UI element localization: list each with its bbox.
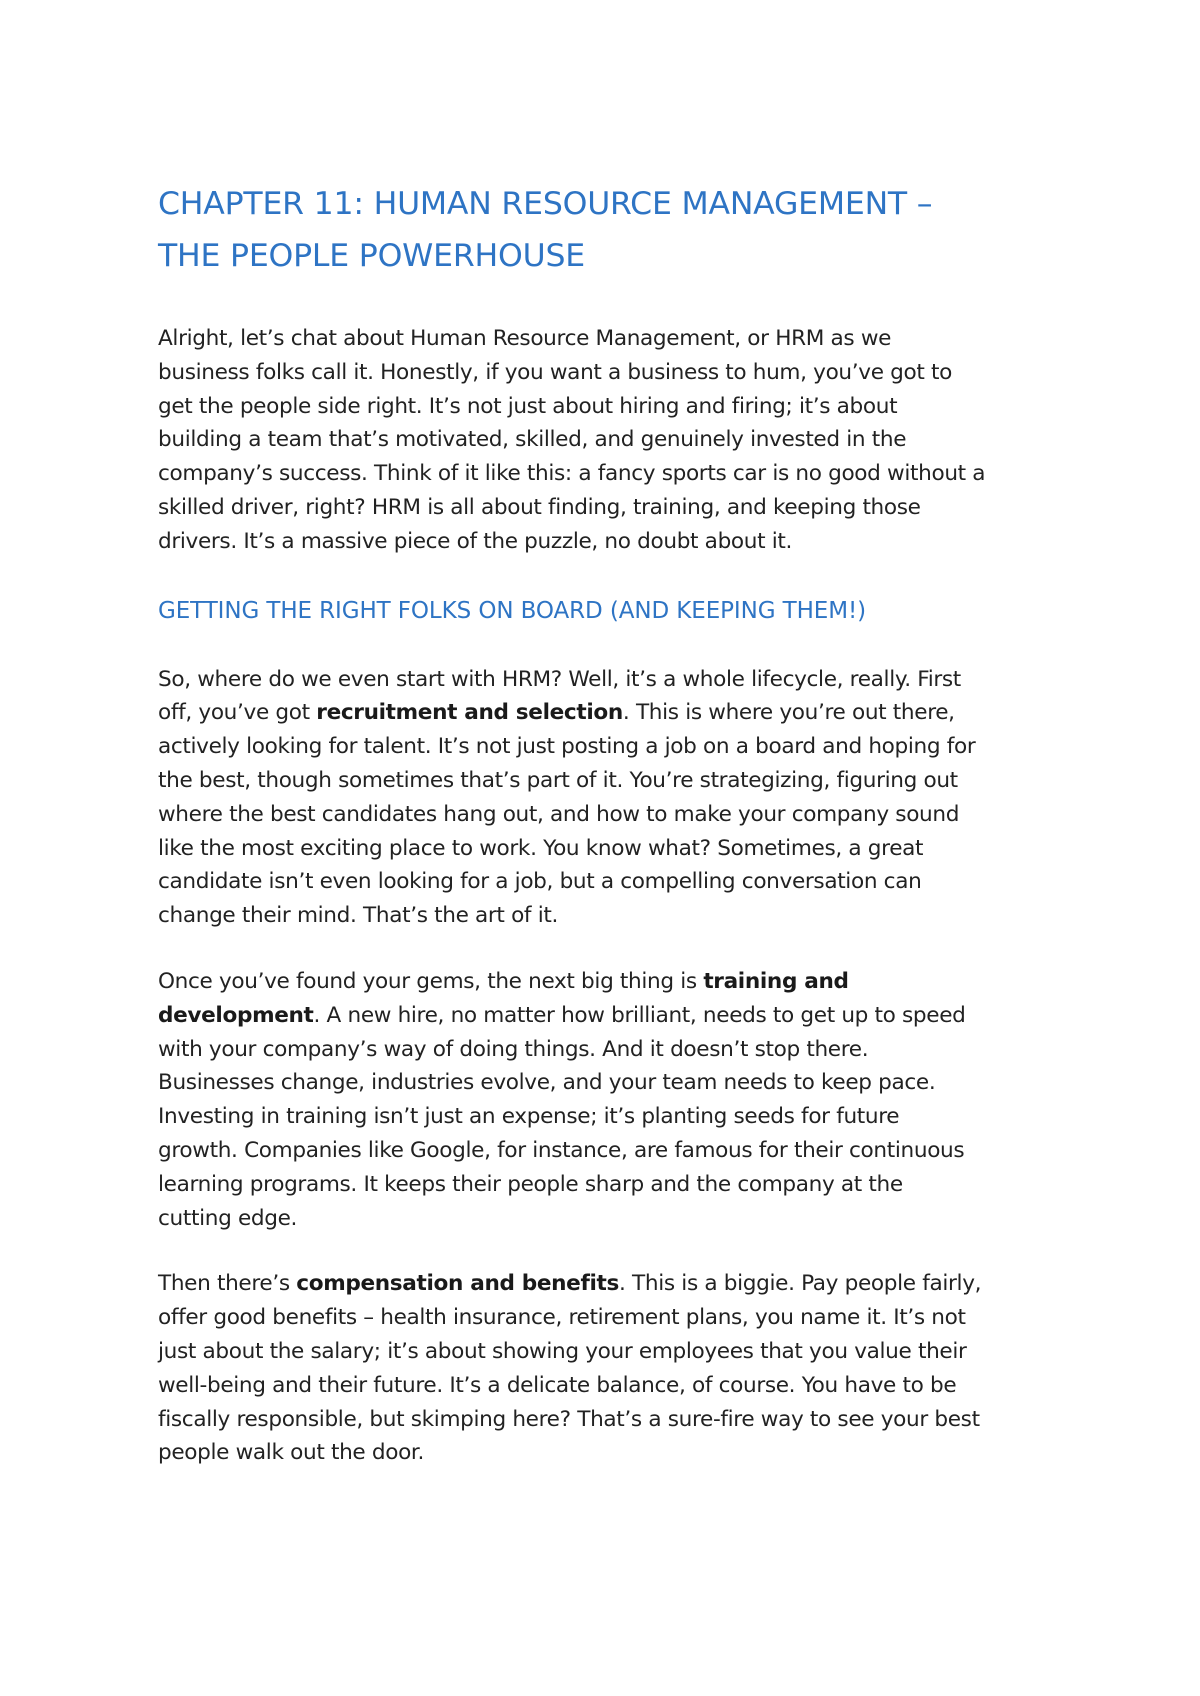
compensation-paragraph: [158, 1267, 1058, 1470]
section-heading: GETTING THE RIGHT FOLKS ON BOARD (AND KEEPING THEM!): [158, 597, 866, 624]
compensation-text-before: Then there’s: [158, 1271, 297, 1297]
training-bold-term: training and development: [158, 968, 849, 1028]
recruitment-text-after: . This is where you’re out there, actively looking for talent. It’s not just posting a job on a board and hoping for the best, though sometimes that’s part of it. You’re strategizing, figuring out where the best candidates hang out, and how to make your company sound like the most exciting place to work. You know what? Sometimes, a great candidate isn’t even looking for a job, but a compelling conversation can change their mind. That’s the art of it.: [158, 700, 976, 929]
compensation-bold-term: compensation and benefits: [296, 1271, 620, 1297]
recruitment-paragraph: [158, 663, 1058, 933]
training-text-before: Once you’ve found your gems, the next big thing is: [158, 968, 704, 994]
compensation-text-after: . This is a biggie. Pay people fairly, offer good benefits – health insurance, retirement plans, you name it. It’s not just about the salary; it’s about showing your employees that you value their well-being and their future. It’s a delicate balance, of course. You have to be fiscally responsible, but skimping here? That’s a sure-fire way to see your best people walk out the door.: [158, 1271, 982, 1466]
training-paragraph: [158, 965, 1058, 1235]
intro-paragraph: Alright, let’s chat about Human Resource Management, or HRM as we business folks call it. Honestly, if you want a business to hum, you’ve got to get the people side right. It’s not just about hiring and firing; it’s about building a team that’s motivated, skilled, and genuinely invested in the company’s success. Think of it like this: a fancy sports car is no good without a skilled driver, right? HRM is all about finding, training, and keeping those drivers. It’s a massive piece of the puzzle, no doubt about it.: [158, 326, 986, 554]
training-text-after: . A new hire, no matter how brilliant, needs to get up to speed with your company’s way of doing things. And it doesn’t stop there. Businesses change, industries evolve, and your team needs to keep pace. Investing in training isn’t just an expense; it’s planting seeds for future growth. Companies like Google, for instance, are famous for their continuous learning programs. It keeps their people sharp and the company at the cutting edge.: [158, 1002, 966, 1231]
recruitment-bold-term: recruitment and selection: [316, 700, 623, 726]
recruitment-text-before: So, where do we even start with HRM? Well, it’s a whole lifecycle, really. First off, you’ve got: [158, 666, 961, 726]
document-page: [158, 178, 1058, 1502]
chapter-title: CHAPTER 11: HUMAN RESOURCE MANAGEMENT – THE PEOPLE POWERHOUSE: [158, 186, 933, 274]
